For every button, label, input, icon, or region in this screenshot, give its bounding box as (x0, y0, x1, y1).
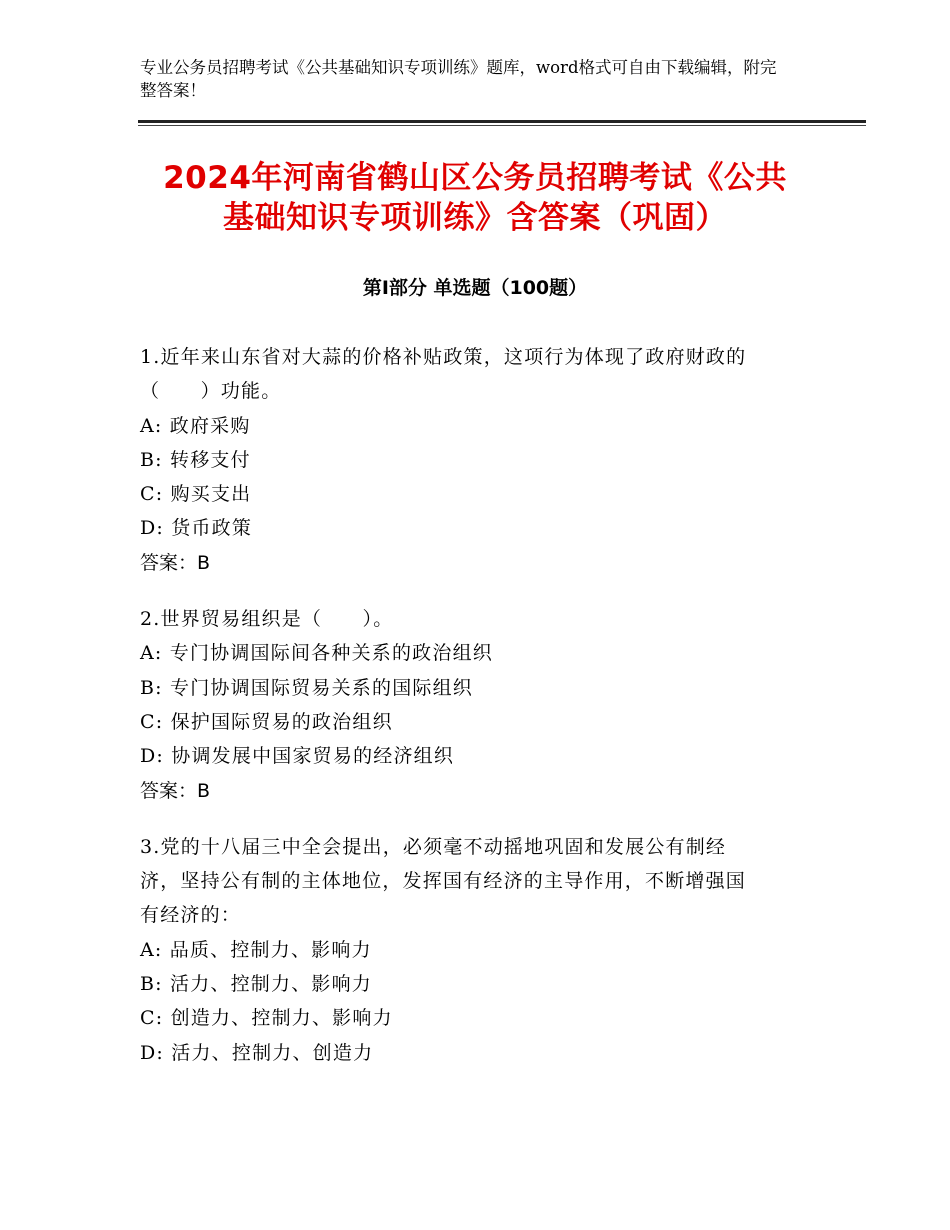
option-c: C: 购买支出 (140, 483, 252, 506)
question-stem-line: （ ）功能。 (140, 380, 282, 403)
option-c: C: 保护国际贸易的政治组织 (140, 710, 393, 733)
option-b: B: 专门协调国际贸易关系的国际组织 (140, 676, 474, 699)
question-stem-line: 3.党的十八届三中全会提出，必须毫不动摇地巩固和发展公有制经 (140, 835, 727, 858)
option-d: D: 货币政策 (140, 517, 253, 540)
option-d: D: 协调发展中国家贸易的经济组织 (140, 745, 455, 768)
question-1 (140, 340, 820, 580)
option-d: D: 活力、控制力、创造力 (140, 1041, 374, 1064)
header-rule-thin (138, 125, 866, 126)
section-title: 第Ⅰ部分 单选题（100题） (362, 277, 588, 299)
title-line-2: 基础知识专项训练》含答案（巩固） (223, 200, 727, 236)
question-list (140, 340, 820, 1092)
option-b: B: 转移支付 (140, 448, 251, 471)
question-stem-line: 1.近年来山东省对大蒜的价格补贴政策，这项行为体现了政府财政的 (140, 346, 747, 368)
answer-label: 答案：B (140, 779, 211, 802)
option-b: B: 活力、控制力、影响力 (140, 973, 373, 996)
option-c: C: 创造力、控制力、影响力 (140, 1007, 393, 1030)
question-3 (140, 830, 820, 1070)
answer-label: 答案：B (140, 551, 211, 574)
question-stem-line: 济，坚持公有制的主体地位，发挥国有经济的主导作用，不断增强国 (140, 870, 747, 893)
header-rule-thick (138, 120, 866, 123)
option-a: A: 专门协调国际间各种关系的政治组织 (140, 642, 493, 665)
question-stem-line: 有经济的： (140, 904, 242, 927)
document-title (110, 158, 840, 238)
option-a: A: 政府采购 (140, 414, 251, 437)
header-note: 专业公务员招聘考试《公共基础知识专项训练》题库，word格式可自由下载编辑，附完整答案！ (140, 58, 777, 100)
question-stem-line: 2.世界贸易组织是（ ）。 (140, 608, 394, 631)
option-a: A: 品质、控制力、影响力 (140, 938, 372, 961)
question-2 (140, 602, 820, 808)
title-line-1: 2024年河南省鹤山区公务员招聘考试《公共 (163, 160, 787, 196)
